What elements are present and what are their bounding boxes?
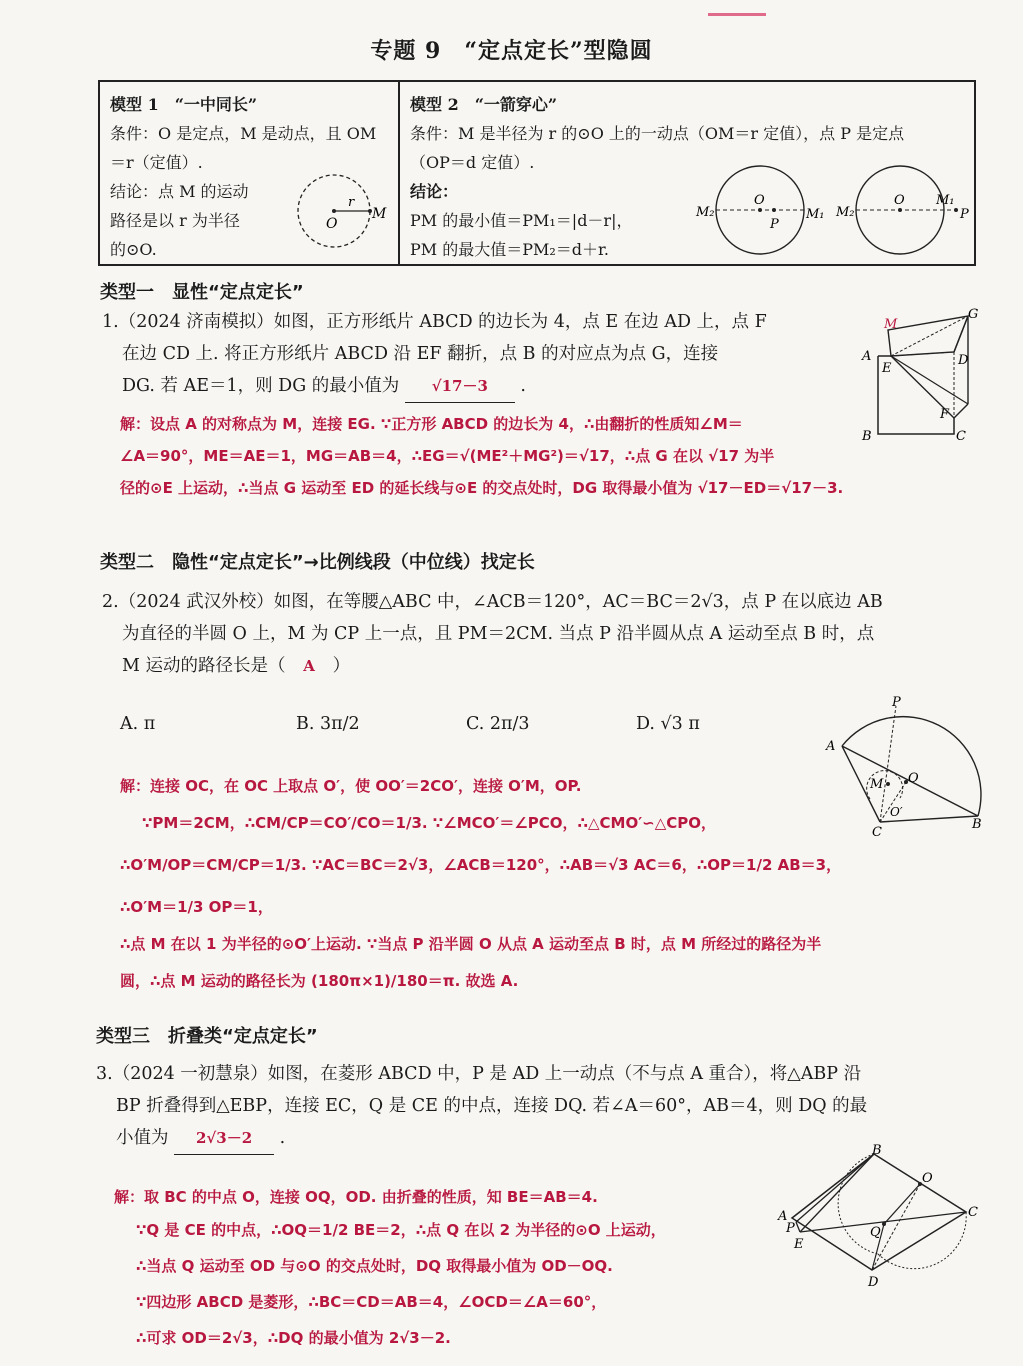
type2-sol-3: ∴O′M/OP＝CM/CP＝1/3. ∵AC＝BC＝2√3，∠ACB＝120°，∴AB＝√3 AC＝6，∴OP＝1/2 AB＝3，∴O′M＝1/3 OP＝1， — [120, 856, 842, 916]
fig2b-label-P: P — [960, 207, 969, 222]
type3-figure — [776, 1142, 986, 1292]
fig1-label-M: M — [372, 206, 387, 222]
fig-t1-A: A — [862, 349, 872, 364]
fig-t3-A: A — [778, 1209, 788, 1224]
type1-answer: √17－3 — [405, 370, 515, 403]
fig-t2-O-prime: O′ — [890, 805, 903, 819]
model2-cond-2: （OP＝d 定值）. — [410, 153, 535, 172]
model2-panel — [400, 82, 974, 264]
type2-figure — [822, 694, 992, 839]
type1-q-line2: 在边 CD 上. 将正方形纸片 ABCD 沿 EF 翻折，点 B 的对应点为点 G，连接 — [122, 344, 719, 364]
fig-t2-O: O — [908, 771, 919, 786]
type3-sol-1: 解：取 BC 的中点 O，连接 OQ，OD. 由折叠的性质，知 BE＝AB＝4. — [114, 1188, 598, 1206]
type2-sol-1: 解：连接 OC，在 OC 上取点 O′，使 OO′＝2CO′，连接 O′M，OP. — [120, 777, 582, 795]
type3-sol-3: ∴当点 Q 运动至 OD 与⊙O 的交点处时，DQ 取得最小值为 OD－OQ. — [136, 1257, 613, 1275]
type2-answer: A — [303, 657, 315, 675]
page-title: 专题 9 “定点定长”型隐圆 — [370, 38, 653, 64]
type2-sol-2: ∵PM＝2CM，∴CM/CP＝CO′/CO＝1/3. ∵∠MCO′＝∠PCO，∴△CMO′∽△CPO， — [142, 814, 717, 832]
type2-sol-4: ∴点 M 在以 1 为半径的⊙O′上运动. ∵当点 P 沿半圆 O 从点 A 运动至点 B 时，点 M 所经过的路径为半 — [120, 935, 822, 953]
fig2a-label-O: O — [754, 193, 765, 208]
fig-t1-M: M — [884, 317, 898, 332]
type1-question — [102, 306, 852, 403]
model1-concl-3: 的⊙O. — [110, 240, 157, 259]
fig-t1-C: C — [956, 429, 966, 444]
model1-figure — [282, 168, 392, 258]
fig2a-label-M2: M₂ — [696, 205, 715, 220]
type3-sol-5: ∴可求 OD＝2√3，∴DQ 的最小值为 2√3－2. — [136, 1329, 451, 1347]
fig2b-label-M1: M₁ — [936, 193, 955, 208]
type1-q-line3-text: DG. 若 AE＝1，则 DG 的最小值为 — [122, 376, 400, 396]
fig-t1-G: G — [968, 307, 979, 322]
fig1-label-r: r — [348, 195, 355, 210]
type2-q-line1: 2.（2024 武汉外校）如图，在等腰△ABC 中，∠ACB＝120°，AC＝BC＝2√3，点 P 在以底边 AB — [102, 592, 883, 612]
type3-q-period: . — [279, 1128, 286, 1148]
fig2b-label-O: O — [894, 193, 905, 208]
model1-concl-2: 路径是以 r 为半径 — [110, 211, 240, 230]
fig-t2-A: A — [826, 739, 836, 754]
fig-t3-O: O — [922, 1171, 933, 1186]
type2-option-c: C. 2π/3 — [466, 714, 530, 734]
fig-t3-E: E — [794, 1237, 804, 1252]
fig-t1-D: D — [958, 353, 969, 368]
fig2a-label-M1: M₁ — [806, 207, 825, 222]
type3-answer: 2√3－2 — [174, 1122, 274, 1155]
type1-heading: 类型一 显性“定点定长” — [100, 282, 304, 303]
fig-t3-B: B — [872, 1143, 882, 1158]
model1-concl-1: 结论：点 M 的运动 — [110, 182, 249, 201]
type3-q-line2: BP 折叠得到△EBP，连接 EC，Q 是 CE 的中点，连接 DQ. 若∠A＝60°，AB＝4，则 DQ 的最 — [116, 1096, 868, 1116]
type2-q-line2: 为直径的半圆 O 上，M 为 CP 上一点，且 PM＝2CM. 当点 P 沿半圆从点 A 运动至点 B 时，点 — [122, 624, 875, 644]
fig-t1-B: B — [862, 429, 872, 444]
type3-q-line1: 3.（2024 一初慧泉）如图，在菱形 ABCD 中，P 是 AD 上一动点（不与点 A 重合），将△ABP 沿 — [96, 1064, 862, 1084]
type1-q-period: . — [520, 376, 526, 396]
type1-q-line1: 1.（2024 济南模拟）如图，正方形纸片 ABCD 的边长为 4，点 E 在边 AD 上，点 F — [102, 312, 767, 332]
model1-heading: 模型 1 “一中同长” — [110, 95, 258, 114]
model2-heading: 模型 2 “一箭穿心” — [410, 95, 558, 114]
type2-heading: 类型二 隐性“定点定长”→比例线段（中位线）找定长 — [100, 552, 535, 573]
type2-sol-5: 圆，∴点 M 运动的路径长为 (180π×1)/180＝π. 故选 A. — [120, 972, 519, 990]
type3-question — [96, 1058, 986, 1155]
fig-t3-D: D — [868, 1275, 879, 1290]
model1-cond-2: ＝r（定值）. — [110, 153, 203, 172]
model1-panel — [100, 82, 400, 264]
type2-q-line3-text: M 运动的路径长是（ — [122, 656, 286, 676]
fig-t3-C: C — [968, 1205, 978, 1220]
fig-t1-E: E — [882, 361, 892, 376]
model2-max-line: PM 的最大值＝PM₂＝d＋r. — [410, 240, 610, 259]
type3-solution — [114, 1182, 774, 1356]
type2-q-line3 — [102, 650, 992, 682]
type2-question — [102, 586, 992, 682]
type1-sol-3: 径的⊙E 上运动，∴当点 G 运动至 ED 的延长线与⊙E 的交点处时，DG 取得最小值为 √17－ED＝√17－3. — [120, 479, 844, 497]
type1-q-line3 — [102, 370, 852, 403]
fig2b-label-M2: M₂ — [836, 205, 855, 220]
type2-q-close: ） — [332, 656, 351, 676]
fig-t2-C: C — [872, 825, 882, 839]
decor-bar — [708, 13, 766, 16]
type3-sol-2: ∵Q 是 CE 的中点，∴OQ＝1/2 BE＝2，∴点 Q 在以 2 为半径的⊙O 上运动， — [136, 1221, 666, 1239]
fig2a-label-P: P — [770, 217, 779, 232]
fig-t3-Q: Q — [870, 1225, 881, 1240]
type2-option-a: A. π — [120, 714, 156, 734]
model2-cond-1: 条件：M 是半径为 r 的⊙O 上的一动点（OM＝r 定值），点 P 是定点 — [410, 124, 905, 143]
type1-figure — [856, 306, 986, 446]
model2-figures — [688, 162, 973, 262]
fig-t2-B: B — [972, 817, 982, 832]
model2-concl-label: 结论： — [410, 182, 459, 201]
type1-sol-1: 解：设点 A 的对称点为 M，连接 EG. ∵正方形 ABCD 的边长为 4，∴由翻折的性质知∠M＝ — [120, 415, 743, 433]
type2-solution — [120, 770, 860, 1002]
fig-t2-P: P — [892, 695, 901, 710]
type3-heading: 类型三 折叠类“定点定长” — [96, 1026, 318, 1047]
fig-t3-P: P — [786, 1221, 795, 1236]
type2-option-d: D. √3 π — [636, 714, 700, 734]
type2-option-b: B. 3π/2 — [296, 714, 360, 734]
type1-sol-2: ∠A＝90°，ME＝AE＝1，MG＝AB＝4，∴EG＝√(ME²＋MG²)＝√17，∴点 G 在以 √17 为半 — [120, 447, 775, 465]
fig1-label-O: O — [326, 216, 338, 232]
model1-cond-1: 条件：O 是定点，M 是动点，且 OM — [110, 124, 377, 143]
fig-t1-F: F — [940, 407, 950, 422]
type3-sol-4: ∵四边形 ABCD 是菱形，∴BC＝CD＝AB＝4，∠OCD＝∠A＝60°， — [136, 1293, 607, 1311]
model2-min-line: PM 的最小值＝PM₁＝|d－r|， — [410, 211, 633, 230]
model-box — [98, 80, 976, 266]
type3-q-line3-text: 小值为 — [116, 1128, 169, 1148]
fig-t2-M: M — [870, 777, 884, 792]
